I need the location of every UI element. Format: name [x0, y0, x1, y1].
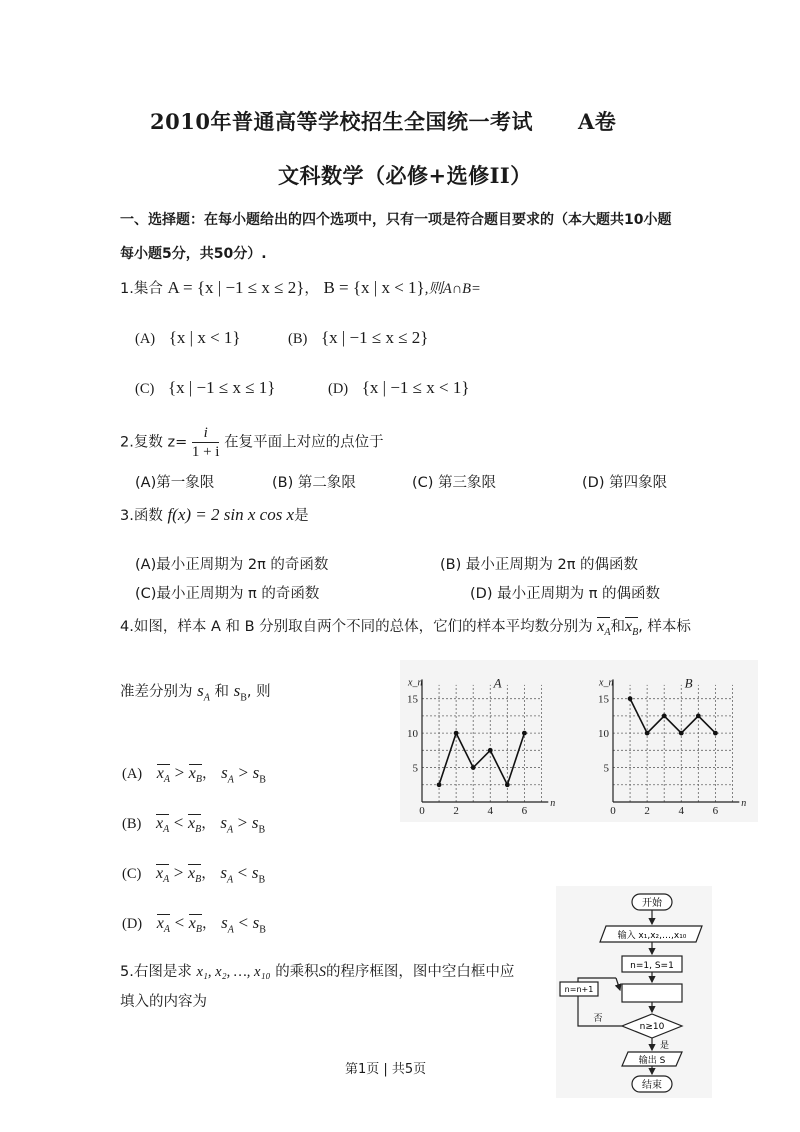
- question-5-line2: 填入的内容为: [120, 994, 207, 1010]
- q5-vars: x₁, x₂, …, x₁₀: [196, 964, 271, 980]
- subject-subtitle: 文科数学（必修+选修II）: [278, 163, 532, 188]
- q1-option-c-text: {x | −1 ≤ x ≤ 1}: [167, 378, 276, 397]
- data-point: [645, 731, 650, 736]
- data-point: [662, 713, 667, 718]
- x-tick-label: 2: [644, 805, 650, 817]
- q1-sep: ，: [304, 281, 319, 297]
- q4-text-a: 如图，样本 A 和 B 分别取自两个不同的总体，它们的样本平均数分别为: [133, 619, 593, 635]
- q5-line1-a: 右图是求: [133, 964, 192, 980]
- q4-mean-a: $x_A$: [597, 617, 610, 641]
- q1-option-c: [135, 378, 275, 398]
- q4-option-a-label: (A): [122, 766, 143, 782]
- q2-option-c-text: 第三象限: [438, 475, 497, 491]
- question-4: [120, 615, 691, 641]
- q2-option-c: [412, 471, 496, 492]
- q3-number: 3.: [120, 508, 134, 524]
- q1-option-a: [135, 328, 241, 348]
- q4-line2-b: , 则: [246, 684, 271, 700]
- q4-line2-a: 准差分别为: [120, 684, 193, 700]
- data-point: [713, 731, 718, 736]
- x-tick-label: 6: [712, 805, 719, 817]
- q5-var-s: S: [318, 964, 326, 980]
- q4-option-b-label: (B): [122, 816, 142, 832]
- q3-lead: 函数: [133, 508, 163, 524]
- section-heading-line1: 一、选择题：在每小题给出的四个选项中，只有一项是符合题目要求的（本大题共10小题: [120, 212, 672, 228]
- data-point: [437, 782, 442, 787]
- flowchart: [556, 886, 712, 1098]
- q1-set-a: A = {x | −1 ≤ x ≤ 2}: [167, 278, 305, 297]
- q4-sd-a: $s_A$: [197, 681, 210, 704]
- q2-option-d-label: (D): [582, 475, 605, 491]
- flow-start-text: 开始: [642, 898, 662, 909]
- q1-ask: ,则A∩B=: [424, 281, 481, 297]
- q3-option-a: [135, 553, 328, 574]
- q4-option-c-label: (C): [122, 866, 142, 882]
- y-axis-label: x_n: [599, 677, 614, 689]
- x-axis-label: n: [741, 798, 747, 809]
- x-tick-label: 4: [487, 805, 494, 817]
- q4-option-b: (B) $x_A < x_B$， $s_A > s_B$: [122, 812, 265, 838]
- q2-tail: 在复平面上对应的点位于: [224, 434, 384, 451]
- data-point: [522, 731, 527, 736]
- section-heading-line2: 每小题5分，共50分）.: [120, 246, 267, 262]
- q2-fraction-num: i: [192, 424, 220, 443]
- q3-option-c: [135, 582, 319, 603]
- q4-option-a-rel2: >: [238, 763, 249, 782]
- q1-option-d: [328, 378, 470, 398]
- q5-number: 5.: [120, 964, 134, 980]
- q4-text-b: , 样本标: [638, 619, 691, 635]
- q2-option-a-text: 第一象限: [156, 475, 215, 491]
- q4-option-c-rel2: <: [237, 863, 248, 882]
- question-4-line2: [120, 680, 271, 703]
- q2-option-b-label: (B): [272, 475, 294, 491]
- data-point: [488, 748, 493, 753]
- q3-option-d: [470, 582, 660, 603]
- q3-formula: f(x) = 2 sin x cos x: [167, 505, 295, 524]
- q1-lead: 集合: [133, 281, 163, 297]
- q2-option-c-label: (C): [412, 475, 434, 491]
- flow-output-text: 输出 S: [638, 1056, 666, 1066]
- q5-line1-c: 的程序框图，图中空白框中应: [325, 964, 515, 980]
- q3-option-a-label: (A): [135, 557, 157, 573]
- q1-option-b: [288, 328, 428, 348]
- chart-b: [598, 676, 746, 817]
- q3-option-b-text: 最小正周期为 2π 的偶函数: [465, 557, 639, 573]
- q5-line1-b: 的乘积: [275, 964, 319, 980]
- q1-option-a-text: {x | x < 1}: [168, 328, 241, 347]
- flow-init-text: n=1, S=1: [630, 961, 674, 971]
- x-tick-label: 0: [610, 805, 616, 817]
- question-5: [120, 960, 514, 981]
- flow-end-text: 结束: [642, 1080, 662, 1091]
- q1-number: 1.: [120, 281, 134, 297]
- chart-a: [407, 676, 555, 817]
- q2-option-d-text: 第四象限: [609, 475, 668, 491]
- q3-option-b: [440, 553, 638, 574]
- q1-option-c-label: (C): [135, 381, 155, 397]
- data-point: [696, 713, 701, 718]
- q3-tail: 是: [294, 508, 309, 524]
- y-tick-label: 15: [598, 693, 609, 706]
- paper-label: A卷: [578, 109, 617, 134]
- question-3: [120, 504, 309, 525]
- q1-option-b-label: (B): [288, 331, 308, 347]
- y-tick-label: 10: [407, 728, 418, 741]
- flow-input-text: 输入 x₁,x₂,…,x₁₀: [617, 931, 687, 941]
- q4-option-c-rel1: >: [173, 863, 184, 882]
- data-point: [628, 696, 633, 701]
- q1-option-a-label: (A): [135, 331, 156, 347]
- x-axis-label: n: [550, 798, 556, 809]
- q4-and-2: 和: [214, 684, 229, 700]
- q2-option-d: [582, 471, 667, 492]
- q4-sd-b: $s_B$: [233, 681, 247, 704]
- q1-option-b-text: {x | −1 ≤ x ≤ 2}: [320, 328, 429, 347]
- q4-option-a-rel1: >: [174, 763, 185, 782]
- flow-condition-text: n≥10: [639, 1022, 665, 1032]
- x-tick-label: 4: [678, 805, 685, 817]
- chart-title: B: [684, 675, 693, 691]
- x-tick-label: 6: [521, 805, 528, 817]
- q4-option-a: (A) $x_A > x_B$， $s_A > s_B$: [122, 762, 266, 788]
- q4-number: 4.: [120, 619, 134, 635]
- q2-option-b-text: 第二象限: [297, 475, 356, 491]
- q2-fraction: [192, 424, 220, 461]
- x-tick-label: 2: [453, 805, 459, 817]
- data-point: [679, 731, 684, 736]
- flow-yes-label: 是: [660, 1041, 670, 1051]
- q4-option-b-rel2: >: [237, 813, 248, 832]
- q2-option-a-label: (A): [135, 475, 157, 491]
- q2-fraction-den: 1 + i: [191, 444, 220, 460]
- q3-option-b-label: (B): [440, 557, 462, 573]
- y-tick-label: 5: [412, 762, 418, 775]
- q4-option-d: (D) $x_A < x_B$， $s_A < s_B$: [122, 912, 266, 938]
- y-tick-label: 10: [598, 728, 609, 741]
- data-point: [454, 731, 459, 736]
- q4-mean-b: $x_B$: [625, 617, 638, 641]
- y-axis-label: x_n: [408, 677, 423, 689]
- q2-option-b: [272, 471, 356, 492]
- flow-blank-box: [622, 984, 682, 1002]
- q3-option-a-text: 最小正周期为 2π 的奇函数: [156, 557, 329, 573]
- q4-option-c: (C) $x_A > x_B$， $s_A < s_B$: [122, 862, 265, 888]
- page-footer: 第1页 | 共5页: [345, 1062, 427, 1077]
- q2-lead: 复数 z=: [133, 434, 188, 451]
- q2-number: 2.: [120, 434, 134, 451]
- q2-option-a: [135, 471, 214, 492]
- chart-title: A: [493, 675, 502, 691]
- flow-no-label: 否: [593, 1014, 603, 1024]
- q3-option-c-text: 最小正周期为 π 的奇函数: [156, 586, 320, 602]
- q4-option-d-rel2: <: [238, 913, 249, 932]
- q1-set-b: B = {x | x < 1}: [323, 278, 425, 297]
- y-tick-label: 5: [603, 762, 609, 775]
- data-point: [505, 782, 510, 787]
- question-2: [120, 424, 384, 461]
- q3-option-d-label: (D): [470, 586, 493, 602]
- series-line: [439, 733, 524, 785]
- q1-option-d-text: {x | −1 ≤ x < 1}: [361, 378, 470, 397]
- data-point: [471, 765, 476, 770]
- q3-option-c-label: (C): [135, 586, 157, 602]
- q4-option-b-rel1: <: [173, 813, 184, 832]
- q4-option-d-label: (D): [122, 916, 143, 932]
- question-1: [120, 277, 481, 298]
- y-tick-label: 15: [407, 693, 418, 706]
- q3-option-d-text: 最小正周期为 π 的偶函数: [497, 586, 661, 602]
- flow-increment-text: n=n+1: [564, 985, 594, 994]
- q1-option-d-label: (D): [328, 381, 349, 397]
- q4-graphs: [400, 660, 758, 822]
- q4-option-d-rel1: <: [174, 913, 185, 932]
- q4-and: 和: [610, 619, 625, 635]
- x-tick-label: 0: [419, 805, 425, 817]
- exam-title: 2010年普通高等学校招生全国统一考试: [150, 109, 533, 134]
